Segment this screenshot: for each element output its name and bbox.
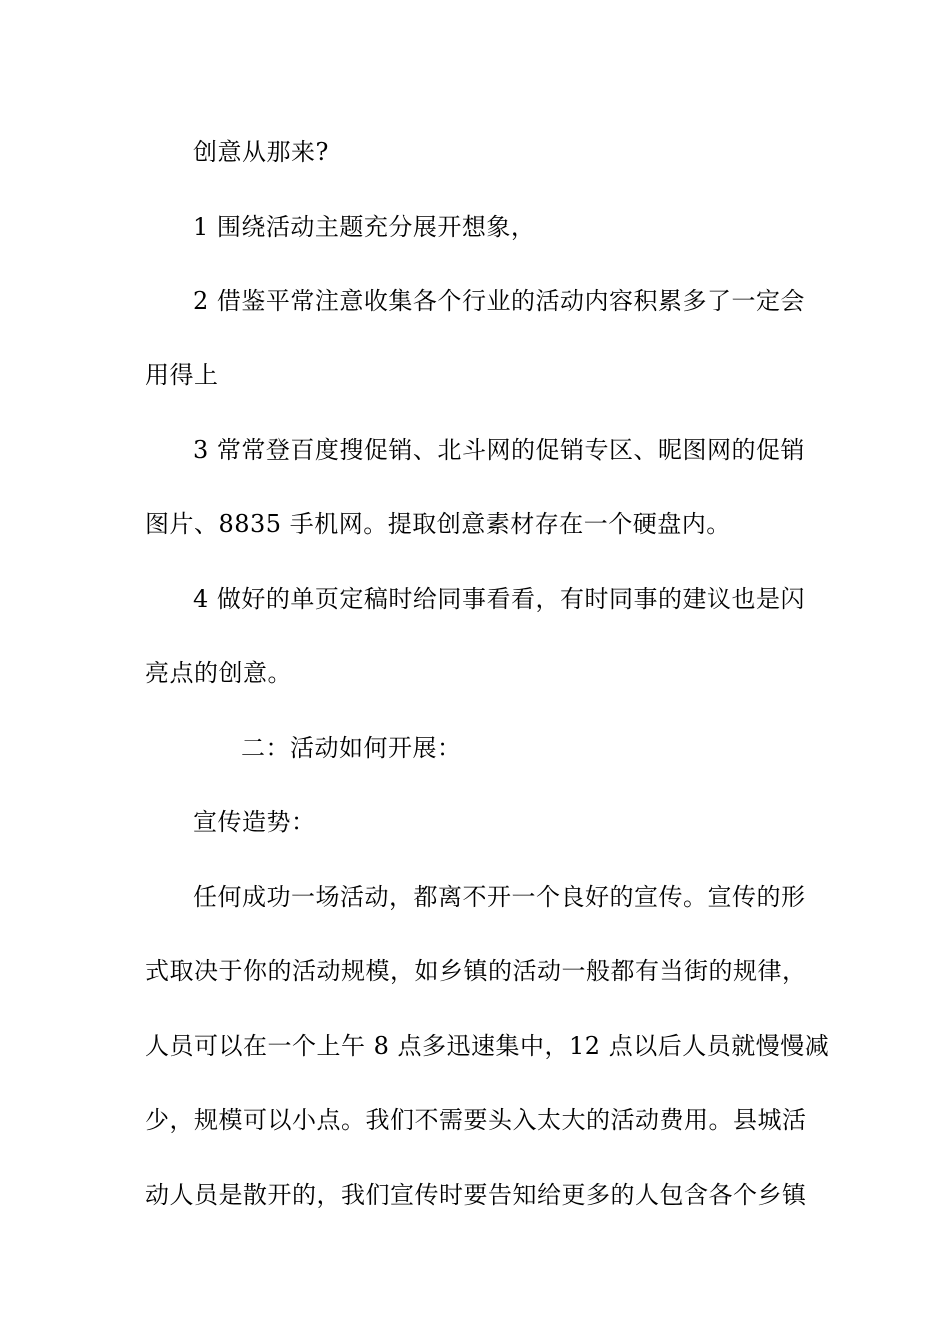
text-line-2: 1 围绕活动主题充分展开想象， (193, 213, 536, 241)
text-line-7: 4 做好的单页定稿时给同事看看，有时同事的建议也是闪 (193, 585, 805, 613)
subheading: 宣传造势： (193, 808, 316, 836)
text-line-3: 2 借鉴平常注意收集各个行业的活动内容积累多了一定会 (193, 287, 805, 315)
text-line-11: 任何成功一场活动，都离不开一个良好的宣传。宣传的形 (193, 883, 806, 911)
text-line-1: 创意从那来? (193, 138, 329, 166)
text-line-8: 亮点的创意。 (145, 659, 292, 687)
text-line-4: 用得上 (145, 361, 219, 389)
text-line-6: 图片、8835 手机网。提取创意素材存在一个硬盘内。 (145, 510, 731, 538)
section-heading: 二：活动如何开展： (241, 734, 462, 762)
text-line-13: 人员可以在一个上午 8 点多迅速集中，12 点以后人员就慢慢减 (145, 1032, 830, 1060)
text-line-12: 式取决于你的活动规模，如乡镇的活动一般都有当街的规律， (145, 957, 807, 985)
text-line-14: 少，规模可以小点。我们不需要头入太大的活动费用。县城活 (145, 1106, 807, 1134)
text-line-5: 3 常常登百度搜促销、北斗网的促销专区、昵图网的促销 (193, 436, 805, 464)
text-line-15: 动人员是散开的，我们宣传时要告知给更多的人包含各个乡镇 (145, 1181, 807, 1209)
